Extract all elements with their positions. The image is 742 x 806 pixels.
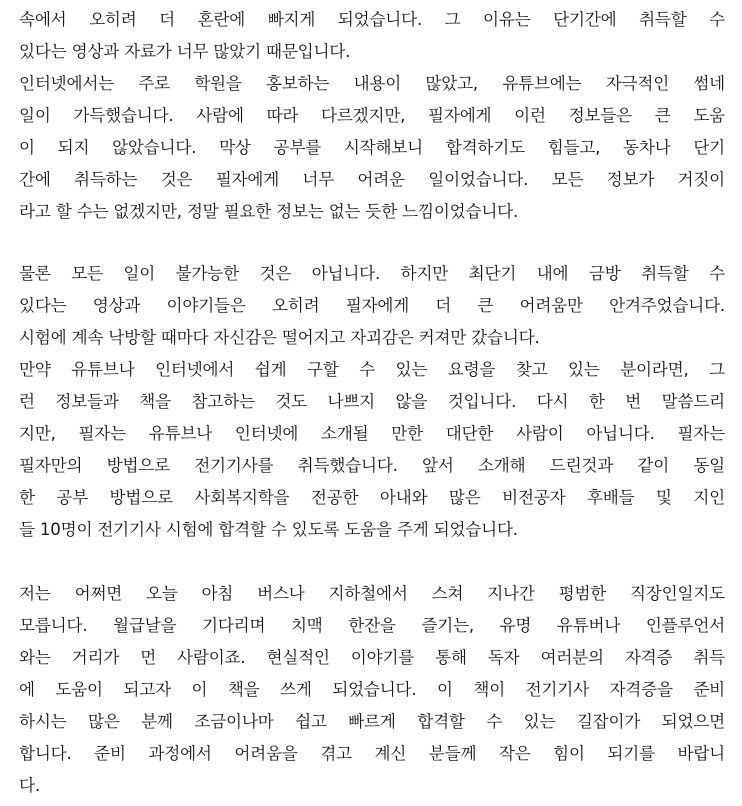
- text-line: 다.: [19, 776, 40, 795]
- text-line: 간에 취득하는 것은 필자에게 너무 어려운 일이었습니다. 모든 정보가 거짓이: [19, 170, 725, 189]
- text-line: 시험에 계속 낙방할 때마다 자신감은 떨어지고 자괴감은 커져만 갔습니다.: [19, 328, 540, 347]
- text-line: 만약 유튜브나 인터넷에서 쉽게 구할 수 있는 요령을 찾고 있는 분이라면, 그: [19, 360, 725, 379]
- text-line: 합니다. 준비 과정에서 어려움을 겪고 계신 분들께 작은 힘이 되기를 바랍니: [19, 744, 725, 763]
- text-line: 라고 할 수는 없겠지만, 정말 필요한 정보는 없는 듯한 느낌이었습니다.: [19, 202, 519, 221]
- text-line: 런 정보들과 책을 참고하는 것도 나쁘지 않을 것입니다. 다시 한 번 말씀드리: [19, 392, 725, 411]
- text-line: 들 10명이 전기기사 시험에 합격할 수 있도록 도움을 주게 되었습니다.: [19, 520, 518, 539]
- text-line: 저는 어쩌면 오늘 아침 버스나 지하철에서 스쳐 지나간 평범한 직장인일지도: [19, 584, 725, 603]
- text-line: 필자만의 방법으로 전기기사를 취득했습니다. 앞서 소개해 드린것과 같이 동일: [19, 456, 725, 475]
- text-line: 있다는 영상과 이야기들은 오히려 필자에게 더 큰 어려움만 안겨주었습니다.: [19, 296, 725, 315]
- text-line: 있다는 영상과 자료가 너무 많았기 때문입니다.: [19, 42, 351, 61]
- text-line: 물론 모든 일이 불가능한 것은 아닙니다. 하지만 최단기 내에 금방 취득할 수: [19, 264, 725, 283]
- text-line: 인터넷에서는 주로 학원을 홍보하는 내용이 많았고, 유튜브에는 자극적인 썸네: [19, 74, 725, 93]
- text-line: 와는 거리가 먼 사람이죠. 현실적인 이야기를 통해 독자 여러분의 자격증 취득: [19, 648, 725, 667]
- text-line: 이 되지 않았습니다. 막상 공부를 시작해보니 합격하기도 힘들고, 동차나 단기: [19, 138, 725, 157]
- text-line: 모릅니다. 월급날을 기다리며 치맥 한잔을 즐기는, 유명 유튜버나 인플루언서: [19, 616, 725, 635]
- text-line: 하시는 많은 분께 조금이나마 쉽고 빠르게 합격할 수 있는 길잡이가 되었으면: [19, 712, 725, 731]
- text-line: 한 공부 방법으로 사회복지학을 전공한 아내와 많은 비전공자 후배들 및 지인: [19, 488, 725, 507]
- text-line: 속에서 오히려 더 혼란에 빠지게 되었습니다. 그 이유는 단기간에 취득할 수: [19, 10, 725, 29]
- text-line: 에 도움이 되고자 이 책을 쓰게 되었습니다. 이 책이 전기기사 자격증을 준비: [19, 680, 725, 699]
- text-line: 지만, 필자는 유튜브나 인터넷에 소개될 만한 대단한 사람이 아닙니다. 필자는: [19, 424, 725, 443]
- text-line: 일이 가득했습니다. 사람에 따라 다르겠지만, 필자에게 이런 정보들은 큰 도움: [19, 106, 725, 125]
